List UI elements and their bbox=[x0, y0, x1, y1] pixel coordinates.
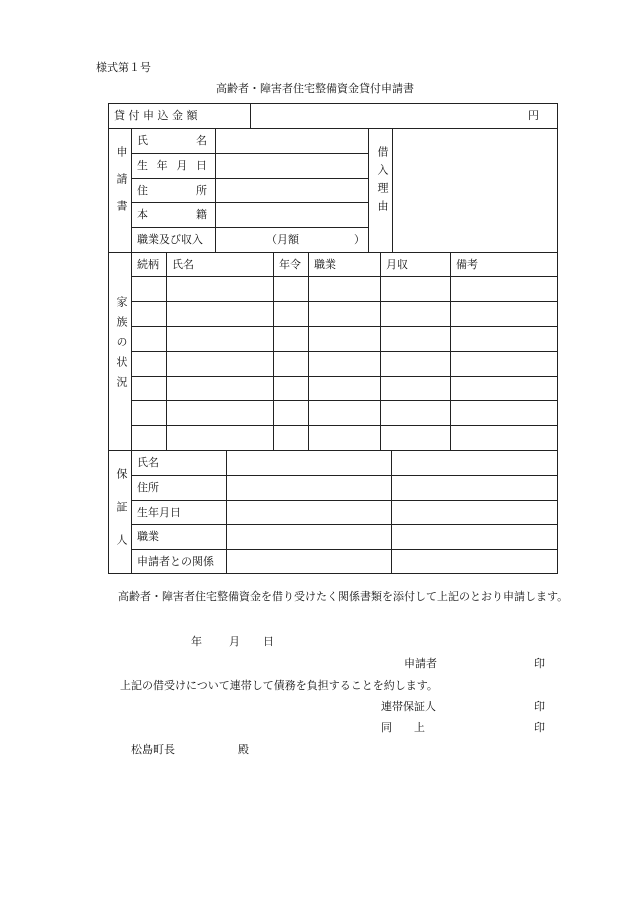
document-title: 高齢者・障害者住宅整備資金貸付申請書 bbox=[216, 82, 414, 95]
date-month: 月 bbox=[229, 635, 240, 648]
applicant-signature-label: 申請者 bbox=[404, 657, 437, 670]
date-day: 日 bbox=[263, 635, 274, 648]
applicant-occupation-income-label bbox=[137, 233, 203, 247]
joint-guarantor-label: 連帯保証人 bbox=[381, 700, 436, 713]
guarantor-section-label: 保証人 bbox=[115, 468, 128, 567]
loan-amount-label bbox=[114, 109, 242, 123]
monthly-income-field: （月額 ） bbox=[266, 233, 365, 246]
guarantor-relationship-label: 申請者との関係 bbox=[137, 555, 214, 568]
family-header-name: 氏名 bbox=[172, 258, 194, 271]
joint-liability-statement: 上記の借受けについて連帯して債務を負担することを約します。 bbox=[120, 679, 438, 692]
guarantor-birthdate-label: 生年月日 bbox=[137, 506, 181, 519]
addressee-mayor: 松島町長 bbox=[131, 743, 175, 756]
applicant-address-label bbox=[137, 184, 207, 198]
applicant-section-label: 申請書 bbox=[115, 146, 128, 227]
guarantor-occupation-label: 職業 bbox=[137, 530, 159, 543]
family-header-monthly-income: 月収 bbox=[386, 258, 408, 271]
applicant-address-text: 住 所 bbox=[137, 184, 207, 197]
family-header-age: 年令 bbox=[279, 258, 301, 271]
applicant-name-text: 氏 名 bbox=[137, 134, 207, 147]
declaration-text: 高齢者・障害者住宅整備資金を借り受けたく関係書類を添付して上記のとおり申請します。 bbox=[118, 590, 569, 603]
applicant-domicile-text: 本 籍 bbox=[137, 208, 207, 221]
family-header-occupation: 職業 bbox=[314, 258, 336, 271]
same-above-seal: 印 bbox=[534, 721, 545, 734]
date-year: 年 bbox=[191, 635, 202, 648]
applicant-birthdate-text: 生 年 月 日 bbox=[137, 159, 207, 172]
addressee-honorific: 殿 bbox=[238, 743, 249, 756]
joint-guarantor-seal: 印 bbox=[534, 700, 545, 713]
same-above-label: 同 上 bbox=[381, 721, 425, 734]
applicant-seal: 印 bbox=[534, 657, 545, 670]
family-header-remarks: 備考 bbox=[456, 258, 478, 271]
family-section-label: 家族の状況 bbox=[115, 296, 128, 396]
loan-reason-label: 借入理由 bbox=[376, 146, 389, 218]
applicant-occupation-income-text: 職業及び収入 bbox=[137, 233, 203, 246]
family-header-relation: 続柄 bbox=[137, 258, 159, 271]
applicant-birthdate-label bbox=[137, 159, 207, 173]
form-outline bbox=[109, 104, 558, 574]
applicant-domicile-label bbox=[137, 208, 207, 222]
guarantor-name-label: 氏名 bbox=[137, 456, 159, 469]
loan-amount-unit: 円 bbox=[528, 109, 539, 122]
loan-amount-label-text: 貸 付 申 込 金 額 bbox=[114, 109, 198, 122]
guarantor-address-label: 住所 bbox=[137, 481, 159, 494]
form-number: 様式第１号 bbox=[96, 61, 151, 74]
applicant-name-label bbox=[137, 134, 207, 148]
